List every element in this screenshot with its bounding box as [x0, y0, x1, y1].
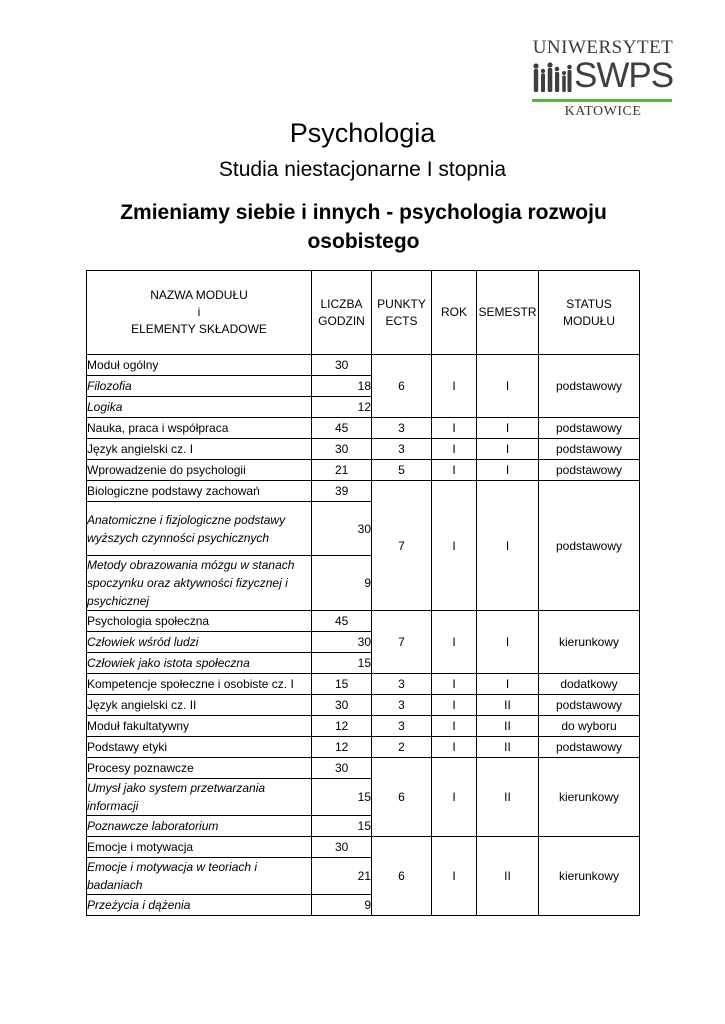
module-name: Język angielski cz. II — [87, 695, 312, 716]
module-year: I — [432, 737, 477, 758]
header-name-line: i — [197, 305, 201, 319]
module-year: I — [432, 460, 477, 481]
module-row — [87, 695, 640, 716]
module-name: Kompetencje społeczne i osobiste cz. I — [87, 674, 312, 695]
module-name: Nauka, praca i współpraca — [87, 418, 312, 439]
module-hours: 15 — [312, 674, 372, 695]
module-hours: 30 — [312, 837, 372, 858]
module-semester: I — [477, 355, 539, 418]
module-ects: 3 — [372, 674, 432, 695]
component-name: Umysł jako system przetwarzania informacji — [87, 779, 312, 816]
program-heading: Zmieniamy siebie i innych - psychologia rozwoju osobistego — [120, 201, 607, 253]
module-row — [87, 355, 640, 376]
module-name: Procesy poznawcze — [87, 758, 312, 779]
module-year: I — [432, 695, 477, 716]
module-name: Podstawy etyki — [87, 737, 312, 758]
header-hours — [312, 271, 372, 355]
module-name: Wprowadzenie do psychologii — [87, 460, 312, 481]
module-status: podstawowy — [539, 355, 640, 418]
component-name: Człowiek jako istota społeczna — [87, 653, 312, 674]
module-semester: I — [477, 611, 539, 674]
component-hours: 12 — [312, 397, 372, 418]
component-name: Anatomiczne i fizjologiczne podstawy wyższych czynności psychicznych — [87, 502, 312, 556]
header-status — [539, 271, 640, 355]
module-row — [87, 716, 640, 737]
module-hours: 45 — [312, 418, 372, 439]
module-semester: II — [477, 737, 539, 758]
module-row — [87, 674, 640, 695]
module-semester: I — [477, 460, 539, 481]
module-name: Biologiczne podstawy zachowań — [87, 481, 312, 502]
module-ects: 3 — [372, 716, 432, 737]
module-status: podstawowy — [539, 737, 640, 758]
module-row — [87, 758, 640, 779]
module-row — [87, 460, 640, 481]
component-name: Emocje i motywacja w teoriach i badaniach — [87, 858, 312, 895]
module-ects: 7 — [372, 611, 432, 674]
module-status: podstawowy — [539, 439, 640, 460]
module-hours: 30 — [312, 695, 372, 716]
module-year: I — [432, 439, 477, 460]
header-module-name — [87, 271, 312, 355]
component-hours: 15 — [312, 653, 372, 674]
module-year: I — [432, 837, 477, 916]
module-semester: I — [477, 439, 539, 460]
module-status: podstawowy — [539, 695, 640, 716]
module-status: kierunkowy — [539, 837, 640, 916]
header-name-line: ELEMENTY SKŁADOWE — [131, 322, 267, 336]
module-status: dodatkowy — [539, 674, 640, 695]
module-ects: 5 — [372, 460, 432, 481]
module-row — [87, 737, 640, 758]
module-year: I — [432, 481, 477, 611]
component-hours: 30 — [312, 502, 372, 556]
module-name: Moduł fakultatywny — [87, 716, 312, 737]
module-status: kierunkowy — [539, 758, 640, 837]
module-hours: 12 — [312, 716, 372, 737]
module-name: Emocje i motywacja — [87, 837, 312, 858]
component-name: Poznawcze laboratorium — [87, 816, 312, 837]
header-hours-line: GODZIN — [318, 313, 365, 328]
people-silhouettes-icon — [532, 60, 572, 94]
module-hours: 30 — [312, 758, 372, 779]
module-name: Język angielski cz. I — [87, 439, 312, 460]
header-ects-line: ECTS — [385, 313, 418, 328]
component-hours: 15 — [312, 779, 372, 816]
header-status-line: STATUS — [566, 296, 612, 311]
component-hours: 9 — [312, 895, 372, 916]
header-semester: SEMESTR — [477, 271, 539, 355]
table-header-row — [87, 271, 640, 355]
module-semester: II — [477, 837, 539, 916]
module-row — [87, 611, 640, 632]
module-semester: I — [477, 481, 539, 611]
module-semester: II — [477, 695, 539, 716]
component-name: Przeżycia i dążenia — [87, 895, 312, 916]
component-name: Człowiek wśród ludzi — [87, 632, 312, 653]
header-status-line: MODUŁU — [562, 313, 615, 328]
module-ects: 7 — [372, 481, 432, 611]
component-name: Metody obrazowania mózgu w stanach spoczynku oraz aktywności fizycznej i psychicznej — [87, 556, 312, 611]
module-hours: 30 — [312, 439, 372, 460]
module-year: I — [432, 674, 477, 695]
module-year: I — [432, 758, 477, 837]
module-year: I — [432, 611, 477, 674]
header-hours-line: LICZBA — [320, 296, 363, 311]
module-status: podstawowy — [539, 481, 640, 611]
header-name-line: NAZWA MODUŁU — [150, 288, 248, 302]
module-row — [87, 418, 640, 439]
module-year: I — [432, 355, 477, 418]
university-logo — [528, 38, 678, 124]
component-name: Logika — [87, 397, 312, 418]
module-semester: II — [477, 758, 539, 837]
module-semester: I — [477, 674, 539, 695]
header-ects — [372, 271, 432, 355]
component-hours: 9 — [312, 556, 372, 611]
module-year: I — [432, 418, 477, 439]
header-ects-line: PUNKTY — [377, 296, 426, 311]
module-ects: 3 — [372, 418, 432, 439]
module-semester: I — [477, 418, 539, 439]
logo-university-text: UNIWERSYTET — [532, 37, 674, 58]
module-semester: II — [477, 716, 539, 737]
page-subtitle: Studia niestacjonarne I stopnia — [218, 158, 507, 181]
module-ects: 6 — [372, 837, 432, 916]
module-row — [87, 439, 640, 460]
component-hours: 21 — [312, 858, 372, 895]
module-hours: 21 — [312, 460, 372, 481]
module-hours: 12 — [312, 737, 372, 758]
module-hours: 30 — [312, 355, 372, 376]
module-status: podstawowy — [539, 460, 640, 481]
module-status: kierunkowy — [539, 611, 640, 674]
module-ects: 6 — [372, 758, 432, 837]
module-status: do wyboru — [539, 716, 640, 737]
component-hours: 15 — [312, 816, 372, 837]
module-ects: 6 — [372, 355, 432, 418]
logo-swps-text: SWPS — [574, 56, 674, 95]
module-year: I — [432, 716, 477, 737]
module-status: podstawowy — [539, 418, 640, 439]
module-ects: 2 — [372, 737, 432, 758]
modules-table — [86, 270, 640, 916]
header-year: ROK — [432, 271, 477, 355]
module-name: Moduł ogólny — [87, 355, 312, 376]
module-row — [87, 837, 640, 858]
logo-green-divider — [532, 99, 672, 102]
module-ects: 3 — [372, 439, 432, 460]
component-hours: 18 — [312, 376, 372, 397]
page-title: Psychologia — [289, 118, 436, 148]
module-hours: 45 — [312, 611, 372, 632]
component-hours: 30 — [312, 632, 372, 653]
module-row — [87, 481, 640, 502]
module-hours: 39 — [312, 481, 372, 502]
module-name: Psychologia społeczna — [87, 611, 312, 632]
module-ects: 3 — [372, 695, 432, 716]
component-name: Filozofia — [87, 376, 312, 397]
logo-city-text: KATOWICE — [564, 104, 642, 119]
